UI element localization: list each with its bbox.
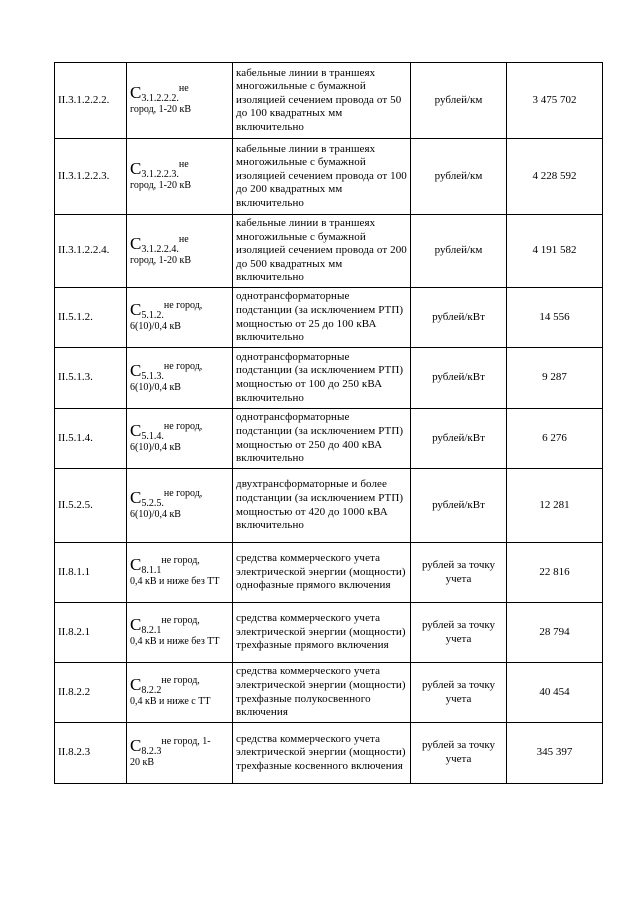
item-description: однотрансформаторные подстанции (за исключением РТП) мощностью от 100 до 250 кВА включительно [233, 348, 411, 409]
rate-symbol-qualifier: 0,4 кВ и ниже с ТТ [130, 696, 211, 707]
item-unit: рублей/км [411, 139, 507, 215]
rate-symbol-qualifier: 0,4 кВ и ниже без ТТ [130, 576, 220, 587]
item-code: II.8.2.2 [55, 663, 127, 723]
rate-symbol-qualifier: город, 1-20 кВ [130, 254, 192, 266]
item-unit: рублей/км [411, 215, 507, 288]
item-code: II.5.1.2. [55, 288, 127, 348]
rate-symbol-superscript: не город, [161, 615, 200, 627]
rate-symbol-superscript: не [178, 233, 189, 245]
item-price: 22 816 [507, 543, 603, 603]
rate-symbol-superscript: не город, [163, 421, 203, 433]
rate-symbol-subscript: 8.1.1 [141, 565, 162, 577]
rate-symbol [127, 409, 233, 469]
item-unit: рублей/км [411, 63, 507, 139]
item-unit: рублей за точку учета [411, 603, 507, 663]
rate-symbol-letter: С [130, 615, 142, 635]
rate-symbol-superscript: не город, [163, 360, 203, 372]
item-code: II.8.1.1 [55, 543, 127, 603]
item-description: средства коммерческого учета электрической энергии (мощности) трехфазные косвенного включения [233, 723, 411, 784]
rate-symbol-subscript: 3.1.2.2.3. [141, 169, 179, 181]
rate-symbol-letter: С [130, 488, 142, 508]
rate-symbol-letter: С [130, 300, 142, 320]
rate-symbol-superscript: не город, [161, 675, 200, 687]
rate-symbol-superscript: не [178, 83, 189, 95]
item-description: средства коммерческого учета электрической энергии (мощности) однофазные прямого включения [233, 543, 411, 603]
item-code: II.5.2.5. [55, 469, 127, 543]
item-price: 6 276 [507, 409, 603, 469]
rate-symbol [127, 139, 233, 215]
table-row [55, 603, 603, 663]
rate-symbol-subscript: 5.1.4. [141, 431, 164, 443]
item-unit: рублей за точку учета [411, 543, 507, 603]
item-description: однотрансформаторные подстанции (за исключением РТП) мощностью от 25 до 100 кВА включительно [233, 288, 411, 348]
rate-symbol-qualifier: 6(10)/0,4 кВ [130, 442, 181, 453]
item-description: кабельные линии в траншеях многожильные с бумажной изоляцией сечением провода от 200 до 500 квадратных мм включительно [233, 215, 411, 288]
item-price: 3 475 702 [507, 63, 603, 139]
table-row [55, 663, 603, 723]
table-row [55, 348, 603, 409]
item-price: 4 191 582 [507, 215, 603, 288]
item-description: кабельные линии в траншеях многожильные с бумажной изоляцией сечением провода от 100 до 200 квадратных мм включительно [233, 139, 411, 215]
item-unit: рублей/кВт [411, 288, 507, 348]
rate-symbol-letter: С [130, 360, 142, 380]
rate-symbol-subscript: 8.2.3 [141, 745, 162, 757]
item-price: 12 281 [507, 469, 603, 543]
rate-symbol-qualifier: 6(10)/0,4 кВ [130, 509, 181, 520]
rate-symbol-subscript: 3.1.2.2.2. [141, 93, 179, 105]
rate-symbol-subscript: 8.2.1 [141, 625, 162, 637]
item-code: II.3.1.2.2.4. [55, 215, 127, 288]
item-unit: рублей за точку учета [411, 723, 507, 784]
rate-symbol-qualifier: 0,4 кВ и ниже без ТТ [130, 636, 220, 647]
item-price: 14 556 [507, 288, 603, 348]
item-price: 9 287 [507, 348, 603, 409]
item-code: II.8.2.3 [55, 723, 127, 784]
rate-symbol-letter: С [130, 675, 142, 695]
item-description: средства коммерческого учета электрической энергии (мощности) трехфазные полукосвенного включения [233, 663, 411, 723]
item-price: 4 228 592 [507, 139, 603, 215]
item-unit: рублей за точку учета [411, 663, 507, 723]
table-row [55, 215, 603, 288]
rate-symbol-superscript: не город, [163, 488, 203, 500]
item-price: 40 454 [507, 663, 603, 723]
rate-symbol [127, 469, 233, 543]
item-code: II.5.1.3. [55, 348, 127, 409]
table-row [55, 139, 603, 215]
rate-symbol-superscript: не город, 1- [161, 735, 211, 747]
rate-symbol-superscript: не город, [161, 555, 200, 567]
item-unit: рублей/кВт [411, 469, 507, 543]
table-row [55, 469, 603, 543]
table-row [55, 409, 603, 469]
rate-symbol-qualifier: 6(10)/0,4 кВ [130, 321, 181, 332]
item-code: II.3.1.2.2.2. [55, 63, 127, 139]
item-description: двухтрансформаторные и более подстанции (за исключением РТП) мощностью от 420 до 1000 кВА включительно [233, 469, 411, 543]
rate-symbol [127, 288, 233, 348]
rate-symbol-superscript: не город, [163, 300, 203, 312]
rate-symbol-superscript: не [178, 159, 189, 171]
rate-symbol-letter: С [130, 555, 142, 575]
rate-symbol [127, 603, 233, 663]
item-description: однотрансформаторные подстанции (за исключением РТП) мощностью от 250 до 400 кВА включительно [233, 409, 411, 469]
rate-symbol-subscript: 5.1.3. [141, 370, 164, 382]
rate-symbol-letter: С [130, 83, 142, 103]
rate-symbol-qualifier: город, 1-20 кВ [130, 180, 192, 191]
rate-symbol-qualifier: 20 кВ [130, 756, 155, 768]
item-description: кабельные линии в траншеях многожильные с бумажной изоляцией сечением провода от 50 до 100 квадратных мм включительно [233, 63, 411, 139]
rates-table-body [55, 63, 603, 784]
rate-symbol-qualifier: город, 1-20 кВ [130, 104, 192, 115]
table-row [55, 288, 603, 348]
item-price: 28 794 [507, 603, 603, 663]
rate-symbol [127, 543, 233, 603]
rate-symbol [127, 663, 233, 723]
rate-symbol-subscript: 8.2.2 [141, 685, 162, 697]
rate-symbol [127, 215, 233, 288]
rate-symbol-subscript: 5.2.5. [141, 498, 164, 510]
item-description: средства коммерческого учета электрической энергии (мощности) трехфазные прямого включения [233, 603, 411, 663]
item-code: II.5.1.4. [55, 409, 127, 469]
item-price: 345 397 [507, 723, 603, 784]
rates-table [54, 62, 603, 784]
rate-symbol-subscript: 3.1.2.2.4. [141, 243, 179, 255]
rate-symbol-qualifier: 6(10)/0,4 кВ [130, 381, 181, 393]
table-row [55, 723, 603, 784]
rate-symbol-letter: С [130, 233, 142, 253]
rate-symbol-letter: С [130, 735, 142, 755]
rate-symbol-letter: С [130, 421, 142, 441]
rate-symbol-subscript: 5.1.2. [141, 310, 164, 322]
rate-symbol [127, 723, 233, 784]
table-row [55, 63, 603, 139]
item-code: II.3.1.2.2.3. [55, 139, 127, 215]
rate-symbol [127, 348, 233, 409]
item-code: II.8.2.1 [55, 603, 127, 663]
rate-symbol [127, 63, 233, 139]
table-row [55, 543, 603, 603]
item-unit: рублей/кВт [411, 348, 507, 409]
item-unit: рублей/кВт [411, 409, 507, 469]
rate-symbol-letter: С [130, 159, 142, 179]
